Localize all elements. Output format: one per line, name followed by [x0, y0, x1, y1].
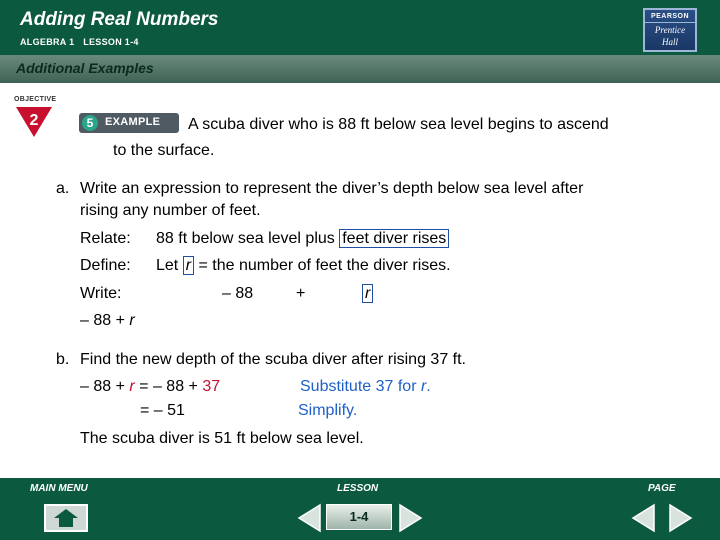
example-word: EXAMPLE: [105, 116, 161, 128]
example-badge: [79, 113, 179, 133]
step1-equation: [80, 378, 220, 396]
header-bar: [0, 0, 720, 55]
step1-left-b: = – 88 +: [139, 378, 198, 395]
step1-left-a: – 88 +: [80, 378, 125, 395]
write-term1: – 88: [222, 285, 254, 302]
part-b-letter: b.: [56, 351, 70, 368]
example-intro-line2: to the surface.: [113, 142, 215, 159]
define-label: Define:: [80, 257, 131, 274]
objective-badge: [14, 96, 64, 139]
publisher-logo: [643, 8, 697, 52]
expression-result: [80, 312, 135, 330]
page-title: Adding Real Numbers: [20, 9, 219, 30]
objective-label: OBJECTIVE: [14, 96, 57, 103]
example-intro-line1: A scuba diver who is 88 ft below sea level begins to ascend: [188, 116, 609, 133]
part-a-prompt-line1: Write an expression to represent the diver’s depth below sea level after: [80, 180, 584, 197]
page-previous-button[interactable]: [630, 503, 658, 533]
logo-imprint-2: Hall: [661, 37, 678, 47]
define-row: [156, 257, 451, 275]
example-number: 5: [82, 115, 98, 131]
course-label: ALGEBRA 1: [20, 37, 75, 47]
main-menu-label: MAIN MENU: [30, 483, 88, 494]
main-menu-home-button[interactable]: [44, 504, 88, 532]
step1-note-end: .: [426, 378, 431, 395]
relate-text: 88 ft below sea level plus: [156, 230, 335, 247]
define-rest: = the number of feet the diver rises.: [198, 257, 451, 274]
step1-note: [300, 378, 431, 396]
expression-prefix: – 88 +: [80, 312, 125, 329]
lesson-subtitle: [20, 37, 145, 47]
relate-row: [156, 230, 449, 248]
write-variable-box: r: [362, 284, 373, 303]
objective-shield-icon: [14, 105, 54, 139]
logo-imprint-1: Prentice: [654, 25, 686, 35]
step1-variable: r: [129, 378, 135, 395]
define-variable-box: r: [183, 256, 194, 275]
lesson-label: LESSON 1-4: [83, 37, 139, 47]
step1-note-variable: r: [420, 378, 427, 395]
section-label: Additional Examples: [16, 60, 154, 76]
relate-label: Relate:: [80, 230, 131, 247]
home-icon: [46, 506, 86, 530]
step2-equation: = – 51: [140, 402, 185, 419]
step1-note-text: Substitute 37 for: [300, 378, 417, 395]
conclusion: The scuba diver is 51 ft below sea level.: [80, 430, 364, 447]
part-b-prompt: Find the new depth of the scuba diver after rising 37 ft.: [80, 351, 466, 368]
write-plus: +: [296, 285, 306, 302]
section-bar: [0, 55, 720, 83]
logo-brand: PEARSON: [645, 13, 695, 23]
lesson-number-button[interactable]: 1-4: [326, 504, 392, 530]
define-let: Let: [156, 257, 179, 274]
page-nav-label: PAGE: [648, 483, 676, 494]
write-label: Write:: [80, 285, 122, 302]
step1-value: 37: [202, 378, 221, 395]
lesson-next-button[interactable]: [396, 503, 424, 533]
step2-note: Simplify.: [298, 402, 358, 419]
part-a-letter: a.: [56, 180, 70, 197]
relate-boxed-phrase: feet diver rises: [339, 229, 449, 248]
lesson-nav-label: LESSON: [337, 483, 379, 494]
write-variable-wrap: [362, 285, 373, 303]
page-next-button[interactable]: [666, 503, 694, 533]
objective-number: 2: [29, 112, 39, 129]
lesson-previous-button[interactable]: [296, 503, 324, 533]
expression-variable: r: [129, 312, 135, 329]
part-a-prompt-line2: rising any number of feet.: [80, 202, 261, 219]
